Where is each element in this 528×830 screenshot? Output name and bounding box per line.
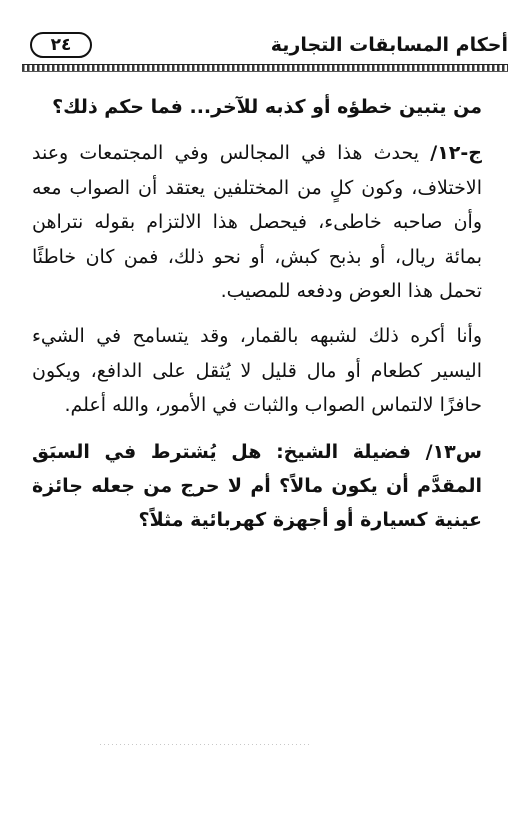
answer-label: ج-١٢/ <box>430 142 482 165</box>
question-text: فضيلة الشيخ: هل يُشترط في السبَق المقدَّم أن يكون مالاً؟ أم لا حرج من جعله جائزة عينية كسيارة أو أجهزة كهربائية مثلاً؟ <box>32 440 482 532</box>
page-header <box>22 30 508 70</box>
scan-artifact-line <box>100 744 310 745</box>
page-body <box>32 90 482 538</box>
answer-text: يحدث هذا في المجالس وفي المجتمعات وعند الاختلاف، وكون كلٍ من المختلفين يعتقد أن الصواب معه وأن صاحبه خاطىء، فيحصل هذا الالتزام بقوله نتراهن بمائة ريال، أو بذبح كبش، أو نحو ذلك، فمن كان خاطئًا تحمل هذا العوض ودفعه للمصيب. <box>32 142 482 303</box>
question-13 <box>32 435 482 538</box>
answer-12 <box>32 136 482 308</box>
answer-12-continued: وأنا أكره ذلك لشبهه بالقمار، وقد يتسامح في الشيء اليسير كطعام أو مال قليل لا يُثقل على الدافع، ويكون حافزًا لالتماس الصواب والثبات في الأمور، والله أعلم. <box>32 325 482 417</box>
running-title: أحكام المسابقات التجارية <box>270 34 508 56</box>
page-number: ٢٤ <box>30 32 92 58</box>
question-label: س١٣/ <box>425 440 482 463</box>
header-rule <box>22 64 508 72</box>
question-continuation: من يتبين خطؤه أو كذبه للآخر... فما حكم ذلك؟ <box>52 96 482 118</box>
